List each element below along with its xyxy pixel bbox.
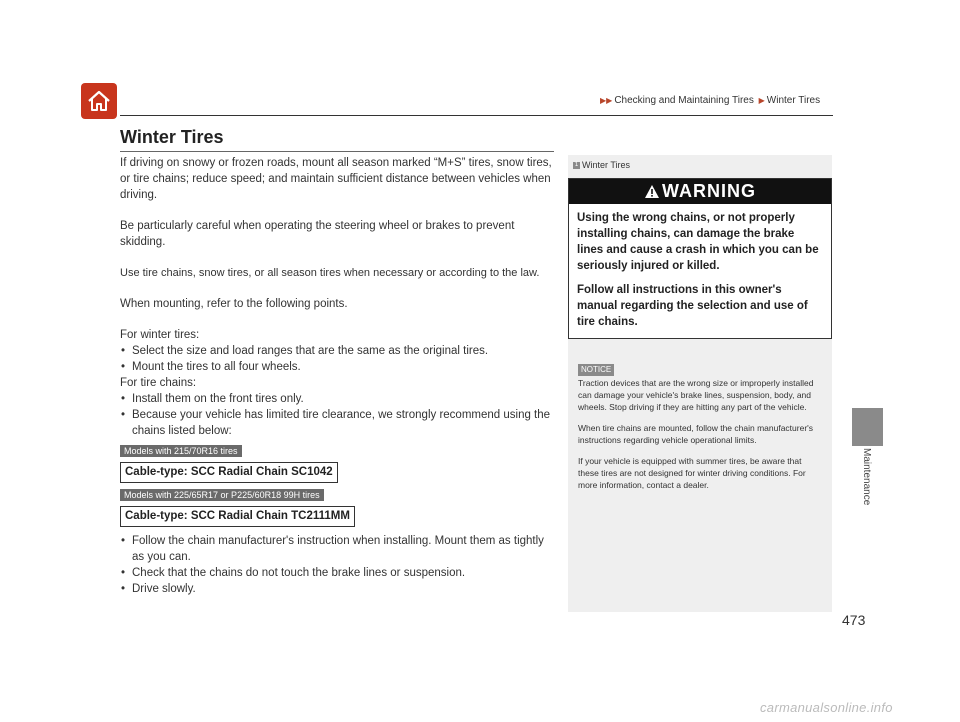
main-content [120, 155, 554, 597]
paragraph: When mounting, refer to the following points. [120, 298, 348, 310]
paragraph: Use tire chains, snow tires, or all season tires when necessary or according to the law. [120, 267, 540, 279]
page-number: 473 [842, 612, 866, 628]
warning-icon [644, 184, 660, 199]
breadcrumb [598, 95, 820, 106]
list-item: • Because your vehicle has limited tire clearance, we strongly recommend using the chains listed below: [120, 407, 554, 439]
reference-index: 1 [574, 162, 579, 169]
home-icon [86, 89, 112, 113]
notice-badge: NOTICE [578, 364, 614, 376]
sidebar-heading [573, 160, 832, 170]
sidebar-heading-label[interactable]: Winter Tires [582, 160, 631, 170]
sidebar-paragraph: If your vehicle is equipped with summer tires, be aware that these tires are not designed for winter driving conditions. For more information, contact a dealer. [578, 456, 806, 490]
list-item: • Select the size and load ranges that are the same as the original tires. [120, 343, 554, 359]
home-button[interactable] [81, 83, 117, 119]
watermark: carmanualsonline.info [760, 700, 893, 715]
warning-text: Follow all instructions in this owner's manual regarding the selection and use of tire chains. [577, 284, 808, 328]
list-item: • Follow the chain manufacturer's instruction when installing. Mount them as tightly as you can. [120, 533, 554, 565]
paragraph: Be particularly careful when operating the steering wheel or brakes to prevent skidding. [120, 220, 515, 248]
chain-model-box: Cable-type: SCC Radial Chain SC1042 [120, 462, 338, 483]
paragraph: If driving on snowy or frozen roads, mount all season marked “M+S” tires, snow tires, or tire chains; reduce speed; and maintain sufficient distance between vehicles when driving. [120, 157, 552, 201]
sidebar-paragraph: When tire chains are mounted, follow the chain manufacturer's instructions regarding vehicle operational limits. [578, 423, 814, 445]
list-item: • Drive slowly. [120, 581, 554, 597]
arrow-icon: ▶▶ [600, 96, 613, 105]
tire-chains-heading: For tire chains: [120, 377, 197, 389]
warning-label: WARNING [662, 181, 756, 201]
breadcrumb-link-checking-tires[interactable]: Checking and Maintaining Tires [614, 95, 754, 106]
arrow-icon: ▶ [758, 96, 765, 105]
list-item: • Install them on the front tires only. [120, 391, 554, 407]
warning-text: Using the wrong chains, or not properly installing chains, can damage the brake lines and cause a crash in which you can be seriously injured or killed. [577, 212, 819, 272]
sidebar-notes [568, 155, 832, 612]
winter-tires-heading: For winter tires: [120, 329, 200, 341]
model-tag: Models with 215/70R16 tires [120, 445, 242, 457]
page-title: Winter Tires [120, 127, 224, 147]
list-item: • Mount the tires to all four wheels. [120, 359, 554, 375]
header-divider [120, 115, 833, 116]
breadcrumb-current: Winter Tires [766, 95, 821, 106]
list-item: • Check that the chains do not touch the brake lines or suspension. [120, 565, 554, 581]
section-label: Maintenance [861, 448, 872, 506]
title-divider [120, 151, 554, 152]
chain-model-box: Cable-type: SCC Radial Chain TC2111MM [120, 506, 355, 527]
notice-text: Traction devices that are the wrong size or improperly installed can damage your vehicle's brake lines, suspension, body, and wheels. Stop driving if they are hitting any part of the vehicle. [578, 378, 814, 412]
section-tab[interactable] [852, 408, 883, 446]
warning-header [569, 179, 831, 204]
warning-box [568, 178, 832, 339]
model-tag: Models with 225/65R17 or P225/60R18 99H tires [120, 489, 324, 501]
